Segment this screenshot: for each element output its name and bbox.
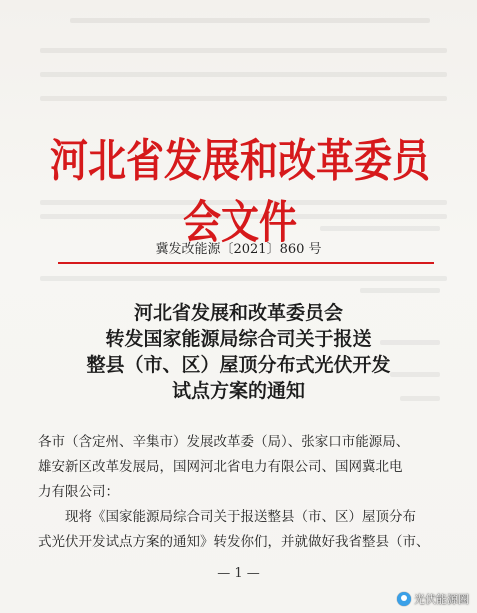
show-through-line xyxy=(40,48,447,53)
body-paragraph-line: 现将《国家能源局综合司关于报送整县（市、区）屋顶分布 xyxy=(65,509,416,525)
title-line: 试点方案的通知 xyxy=(171,380,305,402)
show-through-line xyxy=(70,18,430,23)
show-through-line xyxy=(40,276,447,281)
notice-title xyxy=(0,300,477,404)
document-number: 冀发改能源〔2021〕860 号 xyxy=(155,242,322,257)
title-line: 河北省发展和改革委员会 xyxy=(133,302,343,324)
show-through-line xyxy=(40,72,447,77)
recipients-line: 各市（含定州、辛集市）发展改革委（局）、张家口市能源局、 xyxy=(38,434,410,450)
watermark xyxy=(397,591,469,607)
show-through-line xyxy=(40,96,447,101)
recipients-line: 力有限公司： xyxy=(38,484,119,500)
notice-body xyxy=(38,430,432,555)
issuer-header: 河北省发展和改革委员会文件 xyxy=(49,134,430,248)
title-line: 转发国家能源局综合司关于报送 xyxy=(105,328,372,350)
recipients-line: 雄安新区改革发展局，国网河北省电力有限公司、国网冀北电 xyxy=(38,459,403,475)
wechat-channel-icon xyxy=(397,592,411,606)
page-number: — 1 — xyxy=(217,566,260,581)
body-paragraph-line: 式光伏开发试点方案的通知》转发你们，并就做好我省整县（市、 xyxy=(38,534,430,550)
title-line: 整县（市、区）屋顶分布式光伏开发 xyxy=(86,354,391,376)
show-through-line xyxy=(360,288,440,293)
watermark-text: 光伏能源圈 xyxy=(414,593,469,606)
red-divider-line xyxy=(58,262,434,264)
